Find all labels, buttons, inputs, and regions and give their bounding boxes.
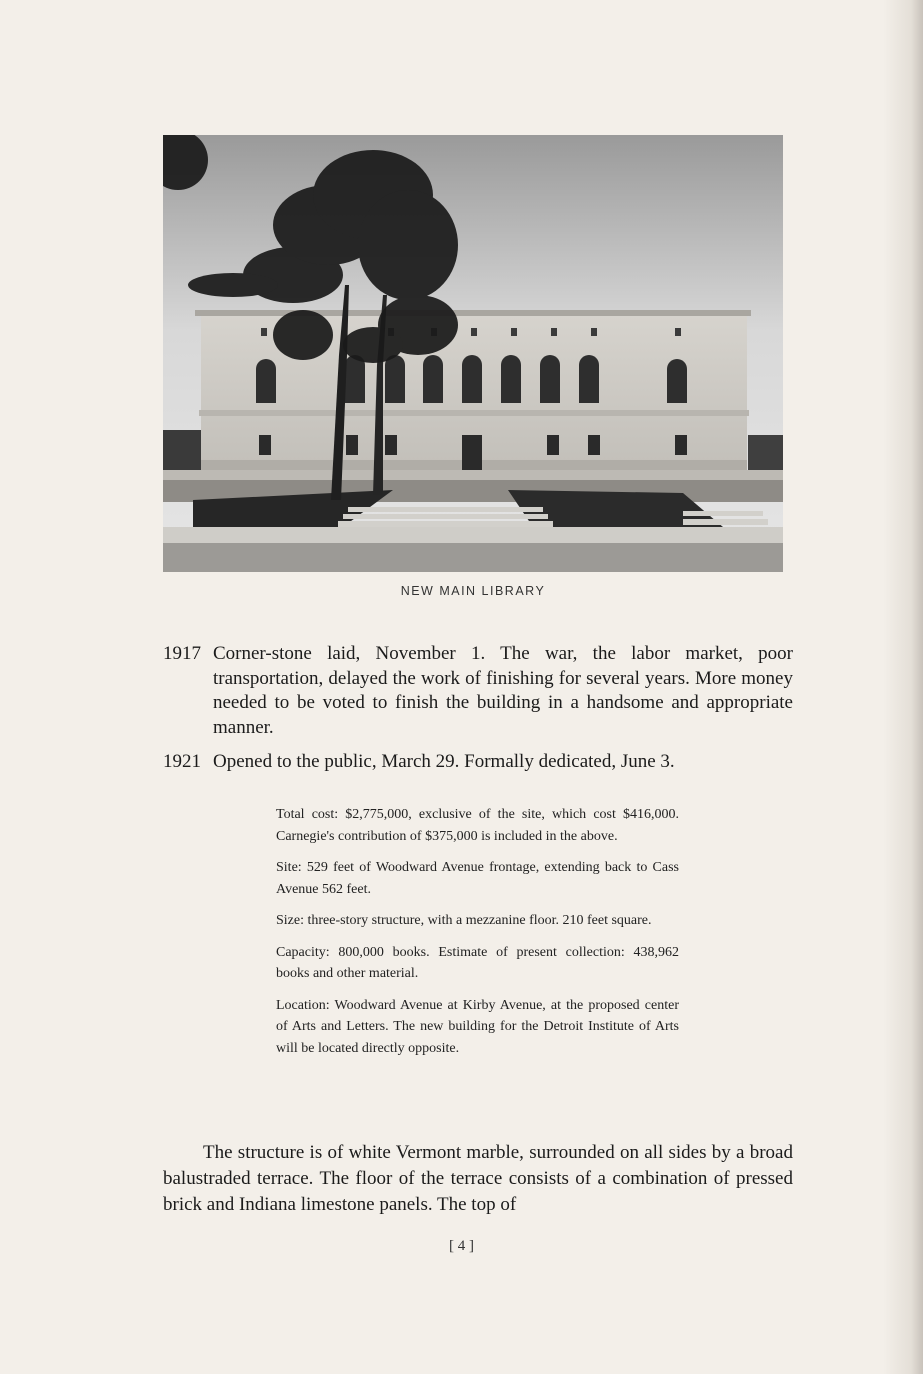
page-edge-shadow — [883, 0, 923, 1374]
building-facts — [276, 804, 679, 1069]
photo-caption: NEW MAIN LIBRARY — [400, 584, 546, 598]
fact-capacity: Capacity: 800,000 books. Estimate of present collection: 438,962 books and other material. — [276, 944, 679, 981]
entry-text: Opened to the public, March 29. Formally dedicated, June 3. — [213, 751, 675, 772]
entry-year: 1921 — [163, 751, 201, 772]
entry-text: Corner-stone laid, November 1. The war, the labor market, poor transportation, delayed the work of finishing for several years. More money needed to be voted to finish the building in a handsome and appropriate manner. — [213, 643, 793, 738]
entry-year: 1917 — [163, 643, 201, 664]
fact-total-cost: Total cost: $2,775,000, exclusive of the site, which cost $416,000. Carnegie's contribution of $375,000 is included in the above. — [276, 807, 679, 844]
fact-location: Location: Woodward Avenue at Kirby Avenue, at the proposed center of Arts and Letters. The new building for the Detroit Institute of Arts will be located directly opposite. — [276, 997, 679, 1056]
page-number: [ 4 ] — [449, 1238, 474, 1254]
fact-size: Size: three-story structure, with a mezzanine floor. 210 feet square. — [276, 913, 652, 928]
chronology-entry-1917 — [163, 642, 793, 740]
body-paragraph: The structure is of white Vermont marble, surrounded on all sides by a broad balustraded terrace. The floor of the terrace consists of a combination of pressed brick and Indiana limestone panels. The top of — [163, 1142, 793, 1215]
chronology-entry-1921 — [163, 750, 793, 775]
library-photograph — [163, 135, 783, 572]
fact-site: Site: 529 feet of Woodward Avenue frontage, extending back to Cass Avenue 562 feet. — [276, 860, 679, 897]
